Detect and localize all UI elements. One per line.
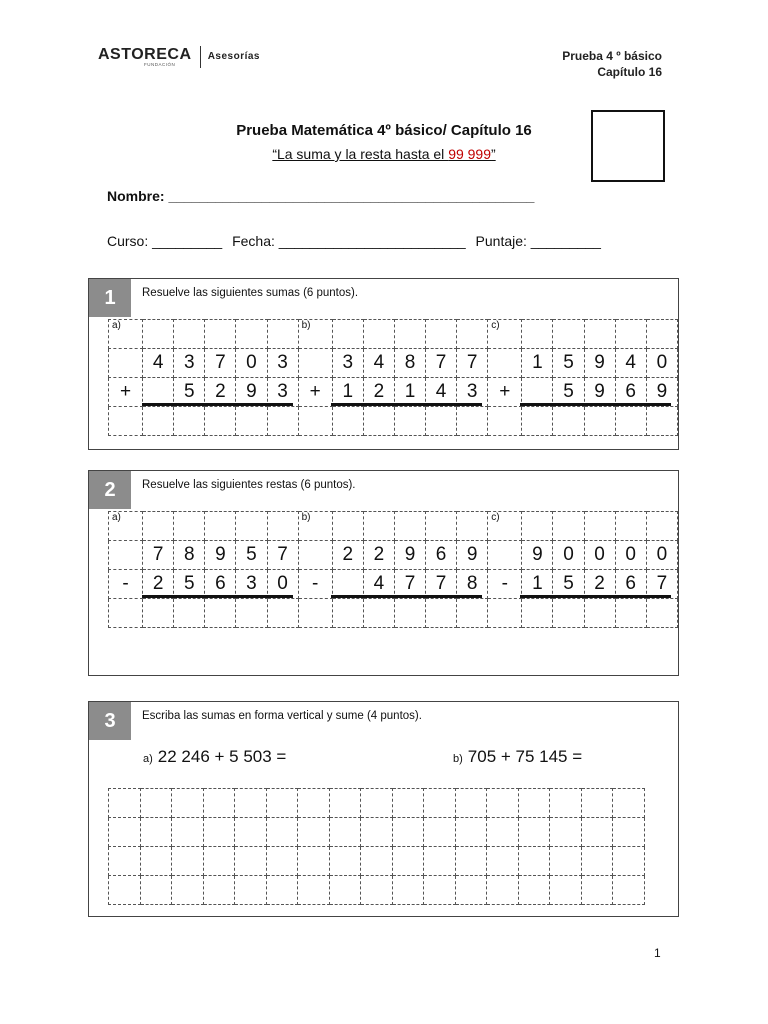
digit-cell: 9 <box>646 378 677 407</box>
empty-cell <box>298 541 332 570</box>
empty-cell <box>522 512 553 541</box>
digit-cell: 8 <box>174 541 205 570</box>
digit-cell: 7 <box>457 349 488 378</box>
answer-cell[interactable] <box>646 599 677 628</box>
answer-cell[interactable] <box>550 847 582 876</box>
answer-cell[interactable] <box>457 599 488 628</box>
empty-cell <box>109 541 143 570</box>
answer-cell[interactable] <box>143 407 174 436</box>
digit-cell: 1 <box>522 349 553 378</box>
digit-cell: 3 <box>267 378 298 407</box>
answer-cell[interactable] <box>361 847 393 876</box>
empty-cell <box>109 349 143 378</box>
answer-cell[interactable] <box>205 407 236 436</box>
grid-row-top <box>109 541 678 570</box>
empty-cell <box>143 320 174 349</box>
digit-cell: 0 <box>236 349 267 378</box>
digit-cell: 3 <box>332 349 363 378</box>
digit-cell: 2 <box>332 541 363 570</box>
puntaje-field[interactable]: Puntaje: _________ <box>475 233 601 249</box>
answer-cell[interactable] <box>236 599 267 628</box>
empty-cell <box>174 320 205 349</box>
digit-cell: 6 <box>615 378 646 407</box>
empty-cell <box>457 320 488 349</box>
expression-b-label: b) <box>453 753 463 765</box>
digit-cell: 9 <box>394 541 425 570</box>
operator-sign: + <box>109 378 143 407</box>
answer-cell[interactable] <box>329 818 361 847</box>
sum-underline <box>520 403 672 406</box>
answer-grid-row <box>109 818 645 847</box>
digit-cell: 1 <box>522 570 553 599</box>
digit-cell: 2 <box>363 541 394 570</box>
answer-cell[interactable] <box>143 599 174 628</box>
answer-cell[interactable] <box>172 847 204 876</box>
digit-cell: 4 <box>615 349 646 378</box>
answer-grid-row <box>109 789 645 818</box>
empty-cell <box>646 320 677 349</box>
answer-cell[interactable] <box>424 876 456 905</box>
logo-divider <box>200 46 201 68</box>
answer-cell[interactable] <box>109 789 141 818</box>
digit-cell: 3 <box>174 349 205 378</box>
answer-cell[interactable] <box>518 876 550 905</box>
page-title: Prueba Matemática 4º básico/ Capítulo 16 <box>236 122 532 139</box>
digit-cell: 7 <box>267 541 298 570</box>
answer-cell[interactable] <box>424 818 456 847</box>
empty-cell <box>426 320 457 349</box>
answer-cell[interactable] <box>457 407 488 436</box>
answer-cell[interactable] <box>581 789 613 818</box>
empty-cell <box>553 320 584 349</box>
digit-cell: 3 <box>457 378 488 407</box>
grid-row-answer <box>109 599 678 628</box>
problem-label: a) <box>109 320 143 349</box>
answer-cell[interactable] <box>424 789 456 818</box>
logo-subtext: FUNDACIÓN <box>144 62 176 67</box>
sum-underline <box>142 403 294 406</box>
digit-cell: 4 <box>363 349 394 378</box>
answer-cell[interactable] <box>109 818 141 847</box>
answer-cell[interactable] <box>332 599 363 628</box>
digit-cell: 7 <box>394 570 425 599</box>
digit-cell: 5 <box>553 570 584 599</box>
answer-cell[interactable] <box>392 818 424 847</box>
answer-cell[interactable] <box>613 818 645 847</box>
curso-field[interactable]: Curso: _________ <box>107 233 223 249</box>
answer-cell[interactable] <box>613 847 645 876</box>
digit-cell: 1 <box>394 378 425 407</box>
answer-cell[interactable] <box>266 876 298 905</box>
expression-a-label: a) <box>143 753 153 765</box>
empty-cell <box>646 512 677 541</box>
empty-cell <box>584 320 615 349</box>
digit-cell: 5 <box>553 349 584 378</box>
answer-cell[interactable] <box>553 599 584 628</box>
sum-underline <box>520 595 672 598</box>
digit-cell: 6 <box>205 570 236 599</box>
section-instruction: Resuelve las siguientes restas (6 puntos). <box>142 479 356 491</box>
answer-cell[interactable] <box>426 407 457 436</box>
subtitle-end: ” <box>491 146 496 162</box>
empty-cell <box>332 512 363 541</box>
answer-cell[interactable] <box>267 407 298 436</box>
answer-cell[interactable] <box>329 847 361 876</box>
header-test-level: Prueba 4 º básico <box>562 49 662 63</box>
answer-cell[interactable] <box>203 818 235 847</box>
header-chapter: Capítulo 16 <box>597 65 662 79</box>
answer-cell[interactable] <box>392 789 424 818</box>
empty-cell <box>584 512 615 541</box>
answer-cell[interactable] <box>203 876 235 905</box>
answer-cell[interactable] <box>455 876 487 905</box>
answer-cell[interactable] <box>203 847 235 876</box>
answer-cell[interactable] <box>203 789 235 818</box>
nombre-field[interactable]: Nombre: _______________________________________________ <box>107 188 535 204</box>
digit-cell: 7 <box>426 570 457 599</box>
section-3-vertical <box>88 701 679 917</box>
problem-label: b) <box>298 512 332 541</box>
answer-cell[interactable] <box>363 599 394 628</box>
answer-cell[interactable] <box>522 407 553 436</box>
digit-cell: 0 <box>553 541 584 570</box>
answer-cell[interactable] <box>236 407 267 436</box>
answer-cell[interactable] <box>584 599 615 628</box>
page-number: 1 <box>654 946 661 960</box>
answer-cell[interactable] <box>172 818 204 847</box>
digit-cell: 7 <box>143 541 174 570</box>
answer-cell[interactable] <box>140 818 172 847</box>
answer-cell[interactable] <box>298 789 330 818</box>
grid-row-label <box>109 512 678 541</box>
answer-cell[interactable] <box>140 876 172 905</box>
digit-cell: 9 <box>584 349 615 378</box>
answer-cell[interactable] <box>109 847 141 876</box>
answer-cell[interactable] <box>266 818 298 847</box>
answer-cell[interactable] <box>518 789 550 818</box>
answer-cell[interactable] <box>235 876 267 905</box>
answer-cell[interactable] <box>140 789 172 818</box>
operator-sign: - <box>488 570 522 599</box>
digit-cell: 4 <box>426 378 457 407</box>
digit-cell: 5 <box>236 541 267 570</box>
grid-row-top <box>109 349 678 378</box>
answer-cell[interactable] <box>581 818 613 847</box>
answer-cell[interactable] <box>361 818 393 847</box>
answer-cell[interactable] <box>332 407 363 436</box>
answer-cell[interactable] <box>522 599 553 628</box>
answer-cell[interactable] <box>455 847 487 876</box>
answer-grid-row <box>109 847 645 876</box>
empty-cell <box>488 349 522 378</box>
answer-cell[interactable] <box>298 847 330 876</box>
answer-cell[interactable] <box>298 876 330 905</box>
answer-cell[interactable] <box>581 847 613 876</box>
empty-cell <box>205 320 236 349</box>
empty-cell <box>363 512 394 541</box>
subtitle-text: “La suma y la resta hasta el <box>272 146 449 162</box>
answer-cell[interactable] <box>266 789 298 818</box>
logo-division: Asesorías <box>207 51 260 62</box>
digit-cell: 5 <box>174 378 205 407</box>
section-2-restas <box>88 470 679 676</box>
empty-cell <box>298 349 332 378</box>
answer-cell[interactable] <box>361 789 393 818</box>
section-number-badge: 3 <box>89 702 131 740</box>
answer-cell[interactable] <box>109 407 143 436</box>
sum-underline <box>142 595 294 598</box>
operator-sign: - <box>298 570 332 599</box>
answer-cell[interactable] <box>235 818 267 847</box>
empty-cell <box>553 512 584 541</box>
answer-cell[interactable] <box>394 599 425 628</box>
digit-cell: 9 <box>457 541 488 570</box>
answer-cell[interactable] <box>550 876 582 905</box>
section-1-sumas <box>88 278 679 450</box>
answer-cell[interactable] <box>487 876 519 905</box>
logo-text: ASTORECA <box>98 46 192 63</box>
answer-cell[interactable] <box>392 847 424 876</box>
digit-cell: 2 <box>584 570 615 599</box>
subtitle-number: 99 999 <box>448 146 492 162</box>
astoreca-logo <box>98 46 260 68</box>
empty-cell <box>174 512 205 541</box>
expression-a-text: 22 246 + 5 503 = <box>157 747 287 766</box>
answer-cell[interactable] <box>455 789 487 818</box>
empty-cell <box>267 512 298 541</box>
section-number-badge: 2 <box>89 471 131 509</box>
answer-cell[interactable] <box>581 876 613 905</box>
expression-a <box>143 747 286 767</box>
answer-cell[interactable] <box>518 818 550 847</box>
addition-grid <box>108 319 678 436</box>
expression-b-text: 705 + 75 145 = <box>467 747 583 766</box>
empty-cell <box>267 320 298 349</box>
sum-underline <box>331 595 483 598</box>
answer-cell[interactable] <box>615 599 646 628</box>
empty-cell <box>522 320 553 349</box>
empty-cell <box>363 320 394 349</box>
digit-cell: 5 <box>174 570 205 599</box>
problem-label: c) <box>488 320 522 349</box>
empty-cell <box>332 320 363 349</box>
problem-label: c) <box>488 512 522 541</box>
answer-cell[interactable] <box>235 847 267 876</box>
answer-cell[interactable] <box>361 876 393 905</box>
empty-cell <box>236 320 267 349</box>
digit-cell: 1 <box>332 378 363 407</box>
answer-cell[interactable] <box>266 847 298 876</box>
digit-cell: 4 <box>363 570 394 599</box>
answer-cell[interactable] <box>488 599 522 628</box>
operator-sign: + <box>488 378 522 407</box>
answer-cell[interactable] <box>487 818 519 847</box>
answer-cell[interactable] <box>550 818 582 847</box>
digit-cell: 2 <box>363 378 394 407</box>
empty-cell <box>394 320 425 349</box>
problem-label: b) <box>298 320 332 349</box>
answer-grid-row <box>109 876 645 905</box>
digit-cell: 9 <box>205 541 236 570</box>
digit-cell: 0 <box>267 570 298 599</box>
score-box[interactable] <box>591 110 665 182</box>
operator-sign: + <box>298 378 332 407</box>
digit-cell: 9 <box>236 378 267 407</box>
header-test-info <box>562 48 662 80</box>
answer-cell[interactable] <box>329 876 361 905</box>
digit-cell: 3 <box>236 570 267 599</box>
answer-cell[interactable] <box>488 407 522 436</box>
empty-cell <box>205 512 236 541</box>
digit-cell: 0 <box>584 541 615 570</box>
answer-grid[interactable] <box>108 788 645 905</box>
answer-cell[interactable] <box>329 789 361 818</box>
subtraction-grid <box>108 511 678 628</box>
digit-cell: 3 <box>267 349 298 378</box>
answer-cell[interactable] <box>487 847 519 876</box>
fecha-field[interactable]: Fecha: ________________________ <box>232 233 466 249</box>
digit-cell: 7 <box>646 570 677 599</box>
section-number-badge: 1 <box>89 279 131 317</box>
empty-cell <box>143 512 174 541</box>
answer-cell[interactable] <box>455 818 487 847</box>
digit-cell: 9 <box>522 541 553 570</box>
answer-cell[interactable] <box>394 407 425 436</box>
section-instruction: Resuelve las siguientes sumas (6 puntos). <box>142 287 359 299</box>
answer-cell[interactable] <box>553 407 584 436</box>
answer-cell[interactable] <box>298 599 332 628</box>
grid-row-label <box>109 320 678 349</box>
answer-cell[interactable] <box>267 599 298 628</box>
digit-cell: 7 <box>426 349 457 378</box>
answer-cell[interactable] <box>584 407 615 436</box>
answer-cell[interactable] <box>298 407 332 436</box>
digit-cell: 8 <box>394 349 425 378</box>
student-info-row <box>107 233 607 249</box>
answer-cell[interactable] <box>426 599 457 628</box>
empty-cell <box>457 512 488 541</box>
empty-cell <box>426 512 457 541</box>
answer-cell[interactable] <box>646 407 677 436</box>
digit-cell: 8 <box>457 570 488 599</box>
answer-cell[interactable] <box>172 876 204 905</box>
digit-cell: 0 <box>615 541 646 570</box>
digit-cell: 7 <box>205 349 236 378</box>
empty-cell <box>488 541 522 570</box>
section-instruction: Escriba las sumas en forma vertical y sume (4 puntos). <box>142 710 422 722</box>
answer-cell[interactable] <box>424 847 456 876</box>
answer-cell[interactable] <box>172 789 204 818</box>
answer-cell[interactable] <box>363 407 394 436</box>
digit-cell: 2 <box>205 378 236 407</box>
empty-cell <box>615 320 646 349</box>
answer-cell[interactable] <box>109 876 141 905</box>
answer-cell[interactable] <box>613 876 645 905</box>
answer-cell[interactable] <box>298 818 330 847</box>
answer-cell[interactable] <box>205 599 236 628</box>
answer-cell[interactable] <box>140 847 172 876</box>
expression-b <box>453 747 582 767</box>
answer-cell[interactable] <box>613 789 645 818</box>
digit-cell: 6 <box>615 570 646 599</box>
answer-cell[interactable] <box>487 789 519 818</box>
empty-cell <box>615 512 646 541</box>
sum-underline <box>331 403 483 406</box>
answer-cell[interactable] <box>174 599 205 628</box>
answer-cell[interactable] <box>174 407 205 436</box>
digit-cell: 6 <box>426 541 457 570</box>
answer-cell[interactable] <box>518 847 550 876</box>
answer-cell[interactable] <box>392 876 424 905</box>
problem-label: a) <box>109 512 143 541</box>
digit-cell: 4 <box>143 349 174 378</box>
answer-cell[interactable] <box>550 789 582 818</box>
empty-cell <box>394 512 425 541</box>
answer-cell[interactable] <box>235 789 267 818</box>
answer-cell[interactable] <box>615 407 646 436</box>
digit-cell: 5 <box>553 378 584 407</box>
answer-cell[interactable] <box>109 599 143 628</box>
digit-cell: 0 <box>646 541 677 570</box>
digit-cell: 0 <box>646 349 677 378</box>
grid-row-answer <box>109 407 678 436</box>
empty-cell <box>236 512 267 541</box>
operator-sign: - <box>109 570 143 599</box>
digit-cell: 2 <box>143 570 174 599</box>
digit-cell: 9 <box>584 378 615 407</box>
